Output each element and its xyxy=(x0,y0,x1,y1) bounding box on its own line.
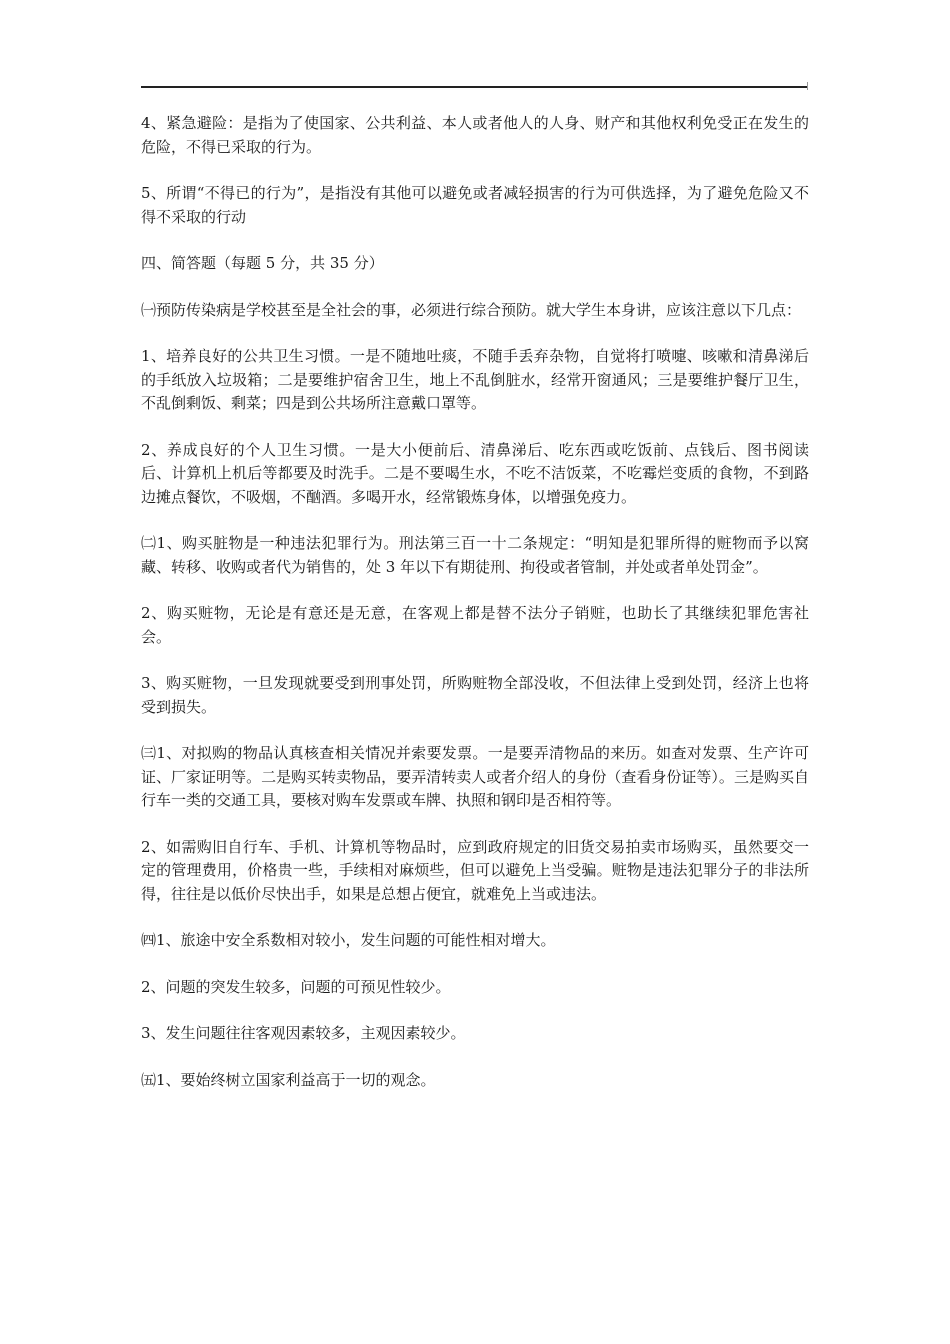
paragraph-national-interest: ㈤1、要始终树立国家利益高于一切的观念。 xyxy=(141,1070,436,1089)
paragraph-used-goods-market: 2、如需购旧自行车、手机、计算机等物品时，应到政府规定的旧货交易拍卖市场购买，虽然要交一定的管理费用，价格贵一些，手续相对麻烦些，但可以避免上当受骗。赃物是违法犯罪分子的非法所得，往往是以低价尽快出手，如果是总想占便宜，就难免上当或违法。 xyxy=(141,837,809,903)
paragraph-public-hygiene: 1、培养良好的公共卫生习惯。一是不随地吐痰，不随手丢弃杂物，自觉将打喷嚏、咳嗽和清鼻涕后的手纸放入垃圾箱；二是要维护宿舍卫生，地上不乱倒脏水，经常开窗通风；三是要维护餐厅卫生，不乱倒剩饭、剩菜；四是到公共场所注意戴口罩等。 xyxy=(141,347,809,412)
paragraph-objective-factors: 3、发生问题往往客观因素较多，主观因素较少。 xyxy=(141,1024,466,1042)
paragraph-sudden-problems: 2、问题的突发生较多，问题的可预见性较少。 xyxy=(141,977,451,996)
document-body xyxy=(141,112,809,1115)
paragraph-stolen-goods-harm: 2、购买赃物，无论是有意还是无意，在客观上都是替不法分子销赃，也助长了其继续犯罪危害社会。 xyxy=(141,604,809,646)
section-heading-short-answer: 四、简答题（每题 5 分，共 35 分） xyxy=(141,254,384,272)
paragraph-unavoidable-act: 5、所谓“不得已的行为”，是指没有其他可以避免或者减轻损害的行为可供选择，为了避免危险又不得不采取的行动 xyxy=(141,184,809,226)
paragraph-emergency-avoidance: 4、紧急避险：是指为了使国家、公共利益、本人或者他人的人身、财产和其他权利免受正在发生的危险，不得已采取的行为。 xyxy=(141,114,809,156)
header-rule xyxy=(141,86,807,88)
paragraph-personal-hygiene: 2、养成良好的个人卫生习惯。一是大小便前后、清鼻涕后、吃东西或吃饭前、点钱后、图书阅读后、计算机上机后等都要及时洗手。二是不要喝生水，不吃不洁饭菜，不吃霉烂变质的食物，不到路边摊点餐饮，不吸烟，不酗酒。多喝开水，经常锻炼身体，以增强免疫力。 xyxy=(141,440,809,506)
paragraph-disease-prevention: ㈠预防传染病是学校甚至是全社会的事，必须进行综合预防。就大学生本身讲，应该注意以下几点： xyxy=(141,300,802,319)
paragraph-stolen-goods-law: ㈡1、购买脏物是一种违法犯罪行为。刑法第三百一十二条规定：“明知是犯罪所得的赃物而予以窝藏、转移、收购或者代为销售的，处 3 年以下有期徒刑、拘役或者管制，并处或者单处罚金”。 xyxy=(141,534,809,576)
paragraph-stolen-goods-penalty: 3、购买赃物，一旦发现就要受到刑事处罚，所购赃物全部没收，不但法律上受到处罚，经济上也将受到损失。 xyxy=(141,674,809,716)
paragraph-travel-safety: ㈣1、旅途中安全系数相对较小，发生问题的可能性相对增大。 xyxy=(141,931,556,949)
paragraph-verify-purchase: ㈢1、对拟购的物品认真核查相关情况并索要发票。一是要弄清物品的来历。如查对发票、生产许可证、厂家证明等。二是购买转卖物品，要弄清转卖人或者介绍人的身份（查看身份证等）。三是购买自行车一类的交通工具，要核对购车发票或车牌、执照和钢印是否相符等。 xyxy=(141,744,809,809)
header-rule-tick xyxy=(807,82,808,90)
